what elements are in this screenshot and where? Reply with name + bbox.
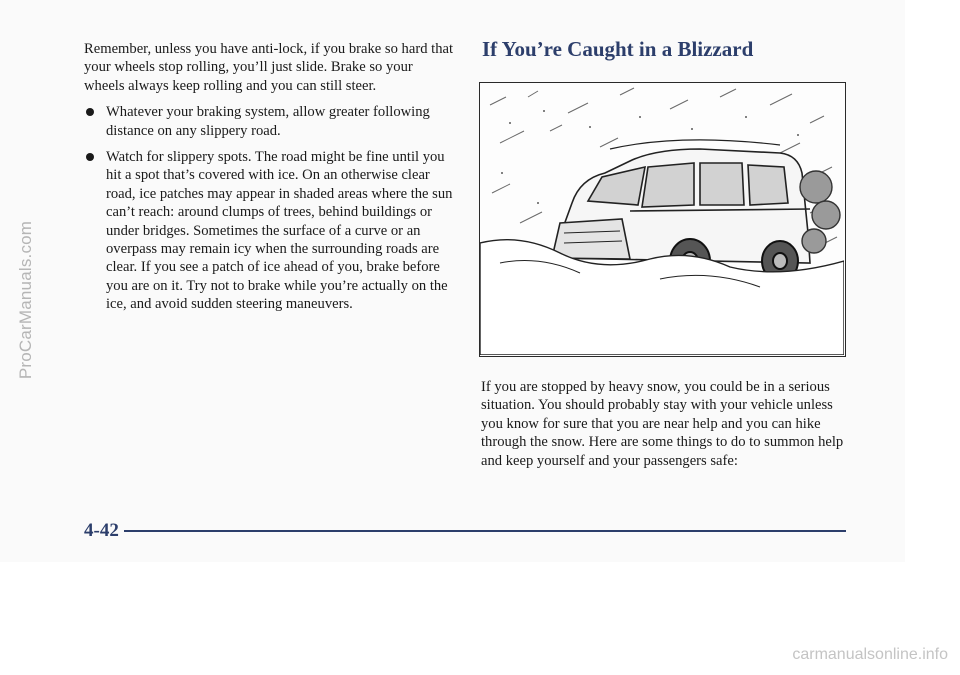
bullet-icon xyxy=(86,153,94,161)
page-number: 4-42 xyxy=(84,520,119,541)
blizzard-illustration xyxy=(479,82,846,357)
side-watermark-text: ProCarManuals.com xyxy=(16,220,35,380)
left-column xyxy=(84,40,456,314)
section-title: If You’re Caught in a Blizzard xyxy=(482,37,754,61)
bullet-icon xyxy=(86,108,94,116)
bullet-text-2: Watch for slippery spots. The road might be fine until you hit a spot that’s covered with ice. On an otherwise clear road, ice patches may appear in shaded areas where the sun can’t reach: around clumps of trees, behind buildings or under bridges. Sometimes the surface of a curve or an overpass may remain icy when the surrounding roads are clear. If you see a patch of ice ahead of you, brake before you are on it. Try not to brake while you’re actually on the ice, and avoid sudden steering maneuvers. xyxy=(106,149,453,313)
blizzard-paragraph: If you are stopped by heavy snow, you could be in a serious situation. You should probably stay with your vehicle unless you know for sure that you are near help and you can hike through the snow. Here are some things to do to summon help and keep yourself and your passengers safe: xyxy=(481,379,844,469)
suv-in-snow-image xyxy=(480,83,844,355)
bullet-item-1 xyxy=(84,103,456,140)
side-watermark xyxy=(12,170,40,430)
intro-paragraph: Remember, unless you have anti-lock, if you brake so hard that your wheels stop rolling, you’ll just slide. Brake so your wheels always keep rolling and you can still steer. xyxy=(84,41,454,94)
footer-rule xyxy=(124,530,846,532)
bullet-text-1: Whatever your braking system, allow greater following distance on any slippery road. xyxy=(106,104,430,139)
bullet-item-2 xyxy=(84,148,456,314)
bottom-watermark: carmanualsonline.info xyxy=(792,646,948,663)
